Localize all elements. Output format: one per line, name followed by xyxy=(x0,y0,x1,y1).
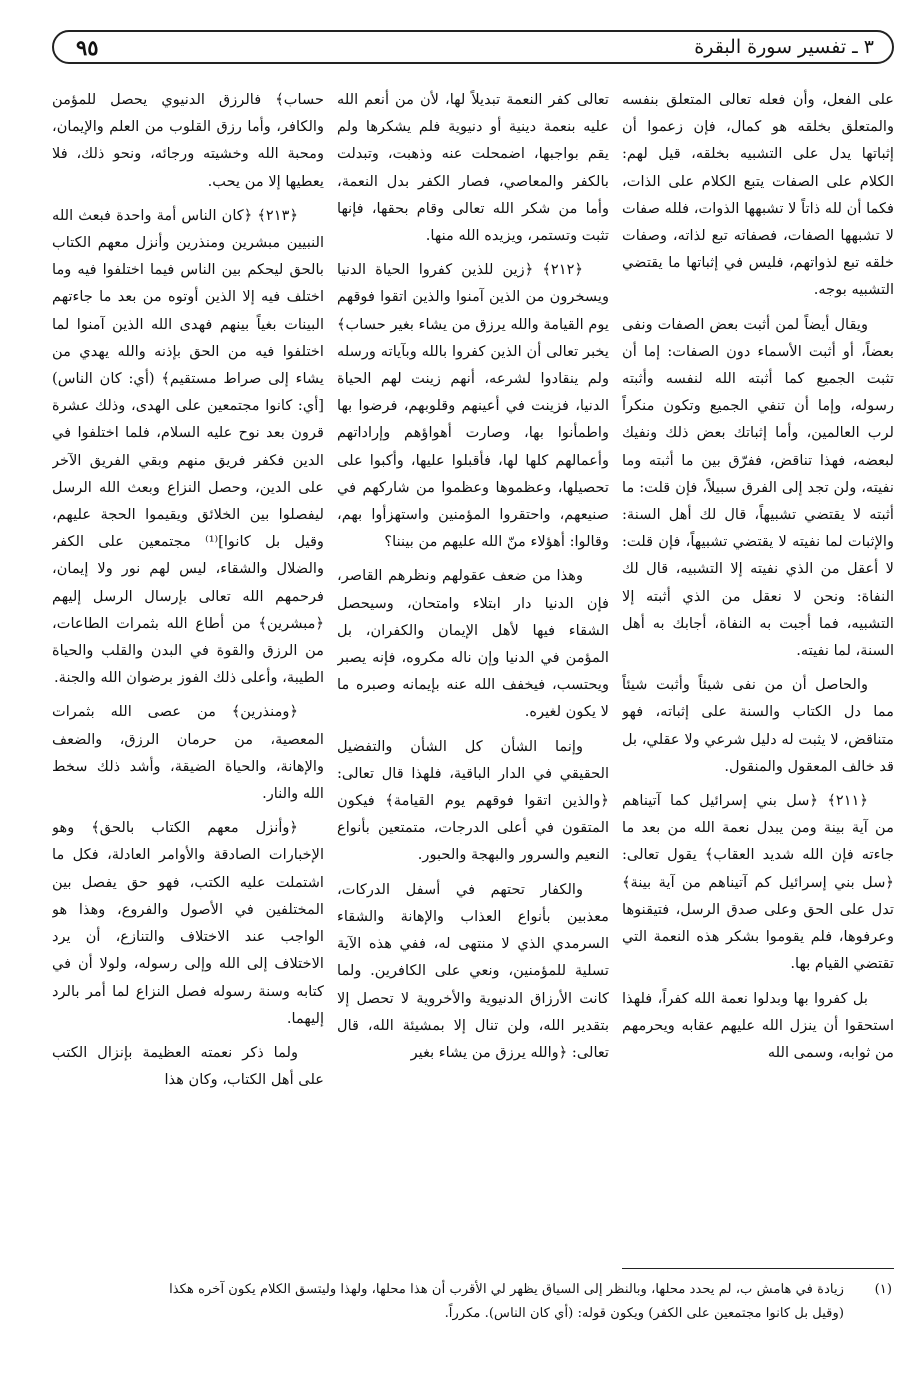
footnote xyxy=(40,1278,892,1326)
page-number: ٩٥ xyxy=(76,35,99,60)
paragraph: بل كفروا بها وبدلوا نعمة الله كفراً، فلهذا استحقوا أن ينزل الله عليهم عقابه ويحرمهم من ثوابه، وسمى الله xyxy=(622,989,894,1061)
paragraph: والحاصل أن من نفى شيئاً وأثبت شيئاً مما دل الكتاب والسنة على إثباته، فهو متناقض، لا يثبت له دليل شرعي ولا عقلي، بل قد خالف المعقول والمنقول. xyxy=(622,676,894,775)
paragraph: ﴿ومنذرين﴾ من عصى الله بثمرات المعصية، من حرمان الرزق، والضعف والإهانة، والحياة الضيقة، وأشد ذلك سخط الله والنار. xyxy=(52,703,324,803)
footnote-text: (وقيل بل كانوا مجتمعين على الكفر) ويكون قوله: (أي كان الناس). مكرراً. xyxy=(444,1306,844,1321)
paragraph: وإنما الشأن كل الشأن والتفضيل الحقيقي في الدار الباقية، فلهذا قال تعالى: ﴿والذين اتقوا فوقهم يوم القيامة﴾ فيكون المتقون في أعلى الدرجات، متمتعين بأنواع النعيم والسرور والبهجة والحبور. xyxy=(337,737,609,864)
paragraph: ﴿٢١٣﴾ ﴿كان الناس أمة واحدة فبعث الله النبيين مبشرين ومنذرين وأنزل معهم الكتاب بالحق ليحكم بين الناس فيما اختلفوا فيه وما اختلف فيه إلا الذين أوتوه من بعد ما جاءتهم البينات بغياً بينهم فهدى الله الذين آمنوا لما اختلفوا فيه من الحق بإذنه والله يهدي من يشاء إلى صراط مستقيم﴾ (أي: كان الناس) [أي: كانوا مجتمعين على الهدى، وذلك عشرة قرون بعد نوح عليه السلام، فلما اختلفوا في الدين فكفر فريق منهم وبقي الفريق الآخر على الدين، وحصل النزاع وبعث الله الرسل ليفصلوا بين الخلائق ويقيموا الحجة عليهم، وقيل بل كانوا]⁽¹⁾ مجتمعين على الكفر والضلال والشقاء، ليس لهم نور ولا إيمان، فرحمهم الله تعالى بإرسال الرسل إليهم ﴿مبشرين﴾ من أطاع الله بثمرات الطاعات، من الرزق والقوة في البدن والقلب والحياة الطيبة، وأعلى ذلك الفوز برضوان الله والجنة. xyxy=(52,206,324,687)
header-title: ٣ ـ تفسير سورة البقرة xyxy=(694,36,874,58)
running-header xyxy=(52,30,894,64)
paragraph: ﴿٢١١﴾ ﴿سل بني إسرائيل كما آتيناهم من آية بينة ومن يبدل نعمة الله من بعد ما جاءته فإن الله شديد العقاب﴾ يقول تعالى: ﴿سل بني إسرائيل كم آتيناهم من آية بينة﴾ تدل على الحق وعلى صدق الرسل، فتيقنوها وعرفوها، فلم يقوموا بشكر هذه النعمة التي تقتضي القيام بها. xyxy=(622,792,894,973)
paragraph: ويقال أيضاً لمن أثبت بعض الصفات ونفى بعضاً، أو أثبت الأسماء دون الصفات: إما أن تثبت الجميع كما أثبته الله لنفسه وأثبته رسوله، وإما أن تنفي الجميع وتكون منكراً لرب العالمين، وأما إثباتك بعض ذلك ونفيك لبعضه، فهذا تناقض، ففرّق بين ما أثبته وما نفيته، ولن تجد إلى الفرق سبيلاً، فإن قلت: ما أثبته لا يقتضي تشبيهاً، قال لك أهل السنة: والإثبات لما نفيته لا يقتضي تشبيهاً، فإن قلت: لا أعقل من الذي نفيته إلا التشبيه، قال لك النفاة: ونحن لا نعقل من الذي أثبته إلا التشبيه، فما أجبت به النفاة، أجابك به أهل السنة، لما نفيته. xyxy=(622,315,894,660)
paragraph: على الفعل، وأن فعله تعالى المتعلق بنفسه والمتعلق بخلقه هو كمال، فإن زعموا أن إثباتها يدل على التشبيه بخلقه، قيل لهم: الكلام على الصفات يتبع الكلام على الذات، فكما أن لله ذاتاً لا تشبهها الذوات، فلله صفات لا تشبهها الصفات، فصفاته تبع لذاته، وصفات خلقه تبع لذواتهم، فليس في إثباتها ما يقتضي التشبيه بوجه. xyxy=(622,91,894,299)
paragraph: ولما ذكر نعمته العظيمة بإنزال الكتب على أهل الكتاب، وكان هذا xyxy=(52,1043,324,1089)
column-left xyxy=(52,86,324,1261)
paragraph: وهذا من ضعف عقولهم ونظرهم القاصر، فإن الدنيا دار ابتلاء وامتحان، وسيحصل الشقاء فيها لأهل الإيمان والكفران، بل المؤمن في الدنيا وإن ناله مكروه، فإنه يصبر ويحتسب، فيخفف الله عنه بإيمانه وصبره ما لا يكون لغيره. xyxy=(337,567,609,721)
paragraph: تعالى كفر النعمة تبديلاً لها، لأن من أنعم الله عليه بنعمة دينية أو دنيوية فلم يشكرها ولم يقم بواجبها، اضمحلت عنه وذهبت، وتبدلت بالكفر والمعاصي، فصار الكفر بدل النعمة، وأما من شكر الله تعالى وقام بحقها، فإنها تثبت وتستمر، ويزيده الله منها. xyxy=(337,91,609,245)
paragraph: والكفار تحتهم في أسفل الدركات، معذبين بأنواع العذاب والإهانة والشقاء السرمدي الذي لا منتهى له، ففي هذه الآية تسلية للمؤمنين، ونعي على الكافرين. ولما كانت الأرزاق الدنيوية والأخروية لا تحصل إلا بتقدير الله، ولن تنال إلا بمشيئة الله، قال تعالى: ﴿والله يرزق من يشاء بغير xyxy=(337,880,609,1061)
footnote-line xyxy=(40,1302,892,1326)
paragraph: حساب﴾ فالرزق الدنيوي يحصل للمؤمن والكافر، وأما رزق القلوب من العلم والإيمان، ومحبة الله وخشيته ورجائه، ونحو ذلك، فلا يعطيها إلا من يحب. xyxy=(52,91,324,190)
footnote-number: (١) xyxy=(874,1282,892,1297)
footnote-text: زيادة في هامش ب، لم يحدد محلها، وبالنظر إلى السياق يظهر لي الأقرب أن هذا محلها، ولهذا وليتسق الكلام يكون آخره هكذا xyxy=(169,1282,844,1297)
paragraph: ﴿وأنزل معهم الكتاب بالحق﴾ وهو الإخبارات الصادقة والأوامر العادلة، فكل ما اشتملت عليه الكتب، فهو حق يفصل بين المختلفين في الأصول والفروع، وهذا هو الواجب عند الاختلاف والتنازع، أن يرد الاختلاف إلى الله وإلى رسوله، ولولا أن في كتابه وسنة رسوله فصل النزاع لما أمر بالرد إليهما. xyxy=(52,819,324,1027)
footnote-line xyxy=(40,1278,892,1302)
column-right xyxy=(622,86,894,1261)
footnote-divider xyxy=(622,1268,894,1269)
paragraph: ﴿٢١٢﴾ ﴿زين للذين كفروا الحياة الدنيا ويسخرون من الذين آمنوا والذين اتقوا فوقهم يوم القيامة والله يرزق من يشاء بغير حساب﴾ يخبر تعالى أن الذين كفروا بالله وبآياته ورسله ولم ينقادوا لشرعه، أنهم زينت لهم الحياة الدنيا، فزينت في أعينهم وقلوبهم، فرضوا بها واطمأنوا بها، وصارت أهواؤهم وإراداتهم وأعمالهم كلها لها، فأقبلوا عليها، وأكبوا على تحصيلها، وعظموها وعظموا من شاركهم في صنيعهم، واحتقروا المؤمنين واستهزأوا بهم، وقالوا: أهؤلاء منّ الله عليهم من بيننا؟ xyxy=(337,261,609,551)
column-middle xyxy=(337,86,609,1261)
